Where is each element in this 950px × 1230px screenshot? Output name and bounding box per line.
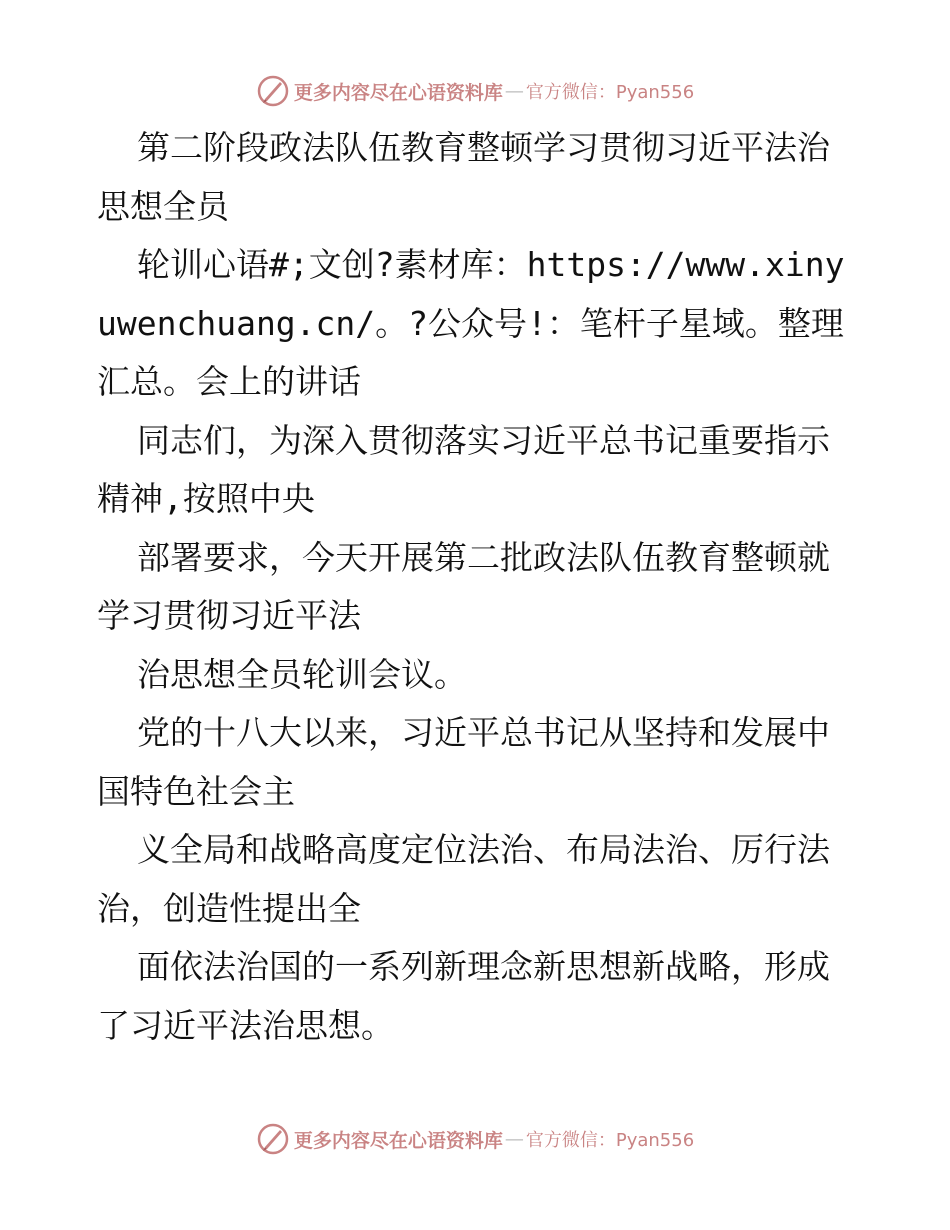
watermark-site-text: 更多内容尽在心语资料库: [293, 1129, 503, 1152]
watermark-account-text: 官方微信：Pyan556: [525, 1130, 695, 1151]
paragraph: 治思想全员轮训会议。: [137, 654, 467, 694]
watermark-separator: —: [504, 1128, 524, 1150]
watermark-separator: —: [504, 80, 524, 102]
watermark-header: [0, 71, 950, 111]
watermark-footer: [0, 1119, 950, 1159]
document-body: [97, 119, 857, 1055]
paragraph: 部署要求，今天开展第二批政法队伍教育整顿就学习贯彻习近平法: [97, 537, 830, 635]
paragraph: 义全局和战略高度定位法治、布局法治、厉行法治，创造性提出全: [97, 830, 830, 928]
quill-pen-logo-icon: [256, 1122, 290, 1156]
quill-pen-logo-icon: [256, 74, 290, 108]
paragraph-title: 第二阶段政法队伍教育整顿学习贯彻习近平法治思想全员: [97, 128, 830, 226]
watermark-account-text: 官方微信：Pyan556: [525, 82, 695, 103]
paragraph: 面依法治国的一系列新理念新思想新战略，形成了习近平法治思想。: [97, 947, 830, 1045]
paragraph: 党的十八大以来，习近平总书记从坚持和发展中国特色社会主: [97, 713, 830, 811]
paragraph-source: 轮训心语#;文创?素材库：https://www.xinyuwenchuang.cn/。?公众号!：笔杆子星域。整理汇总。会上的讲话: [97, 245, 845, 401]
watermark-site-text: 更多内容尽在心语资料库: [293, 81, 503, 104]
paragraph: 同志们，为深入贯彻落实习近平总书记重要指示精神,按照中央: [97, 420, 830, 518]
